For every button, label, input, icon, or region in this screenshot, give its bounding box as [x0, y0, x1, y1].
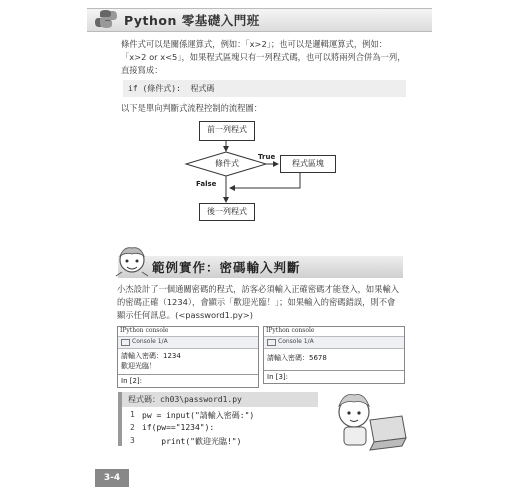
console-right: [263, 326, 405, 384]
flowchart-after-box: 後一列程式: [199, 203, 255, 221]
folder-icon: [267, 339, 276, 346]
inline-code-text: if (條件式): 程式碼: [128, 84, 215, 93]
console-right-title: IPython console: [266, 327, 315, 334]
console-left-line-1: 請輸入密碼：1234: [121, 352, 181, 360]
flowchart-block-box: 程式區塊: [280, 155, 336, 173]
mascot-laptop-illustration: [330, 390, 410, 452]
console-right-line-1: 請輸入密碼：5678: [267, 354, 327, 362]
console-left-tab[interactable]: Console 1/A: [132, 338, 168, 345]
console-right-prompt[interactable]: In [3]:: [264, 370, 404, 383]
console-left-line-2: 歡迎光臨！: [121, 362, 156, 370]
chapter-title: Python 零基礎入門班: [124, 13, 260, 28]
flowchart-condition: 條件式: [215, 159, 239, 168]
intro-line-1: 條件式可以是關係運算式，例如：「x>2」；也可以是邏輯運算式，例如：: [121, 39, 388, 49]
code-line: pw = input("請輸入密碼:"): [142, 411, 255, 420]
folder-icon: [121, 339, 130, 346]
console-left: [117, 326, 259, 388]
flowchart-true-label: True: [258, 153, 276, 161]
example-desc-2: 的密碼正確（1234），會顯示「歡迎光臨！」；如果輸入的密碼錯誤，則不會: [117, 297, 396, 307]
mascot-icon: [112, 244, 152, 280]
intro-line-2: 「x>2 or x<5」，如果程式區塊只有一列程式碼，也可以將兩列合併為一列，: [121, 52, 406, 62]
example-desc-3: 顯示任何訊息。(<password1.py>): [117, 310, 253, 320]
python-logo-icon: [95, 9, 117, 29]
code-line: print("歡迎光臨!"): [142, 437, 242, 446]
flowchart-intro: 以下是單向判斷式流程控制的流程圖：: [121, 103, 263, 113]
console-right-tab[interactable]: Console 1/A: [278, 338, 314, 345]
flowchart-false-label: False: [196, 180, 217, 188]
example-title: 範例實作：密碼輸入判斷: [152, 260, 301, 275]
code-left-rule: [118, 392, 122, 446]
code-header: 程式碼：ch03\password1.py: [128, 395, 242, 404]
console-left-prompt[interactable]: In [2]:: [118, 374, 258, 387]
page-number: 3-4: [95, 469, 129, 487]
console-left-title: IPython console: [120, 327, 169, 334]
code-line-number: 2: [130, 423, 135, 432]
intro-line-3: 直接寫成：: [121, 65, 163, 75]
console-right-tabbar: [264, 336, 404, 349]
code-line-number: 1: [130, 410, 135, 419]
console-left-tabbar: [118, 336, 258, 349]
code-line: if(pw=="1234"):: [142, 423, 215, 432]
code-line-number: 3: [130, 436, 135, 445]
example-desc-1: 小杰設計了一個通關密碼的程式，訪客必須輸入正確密碼才能登入，如果輸入: [117, 284, 400, 294]
flowchart-before-box: 前一列程式: [199, 121, 255, 141]
